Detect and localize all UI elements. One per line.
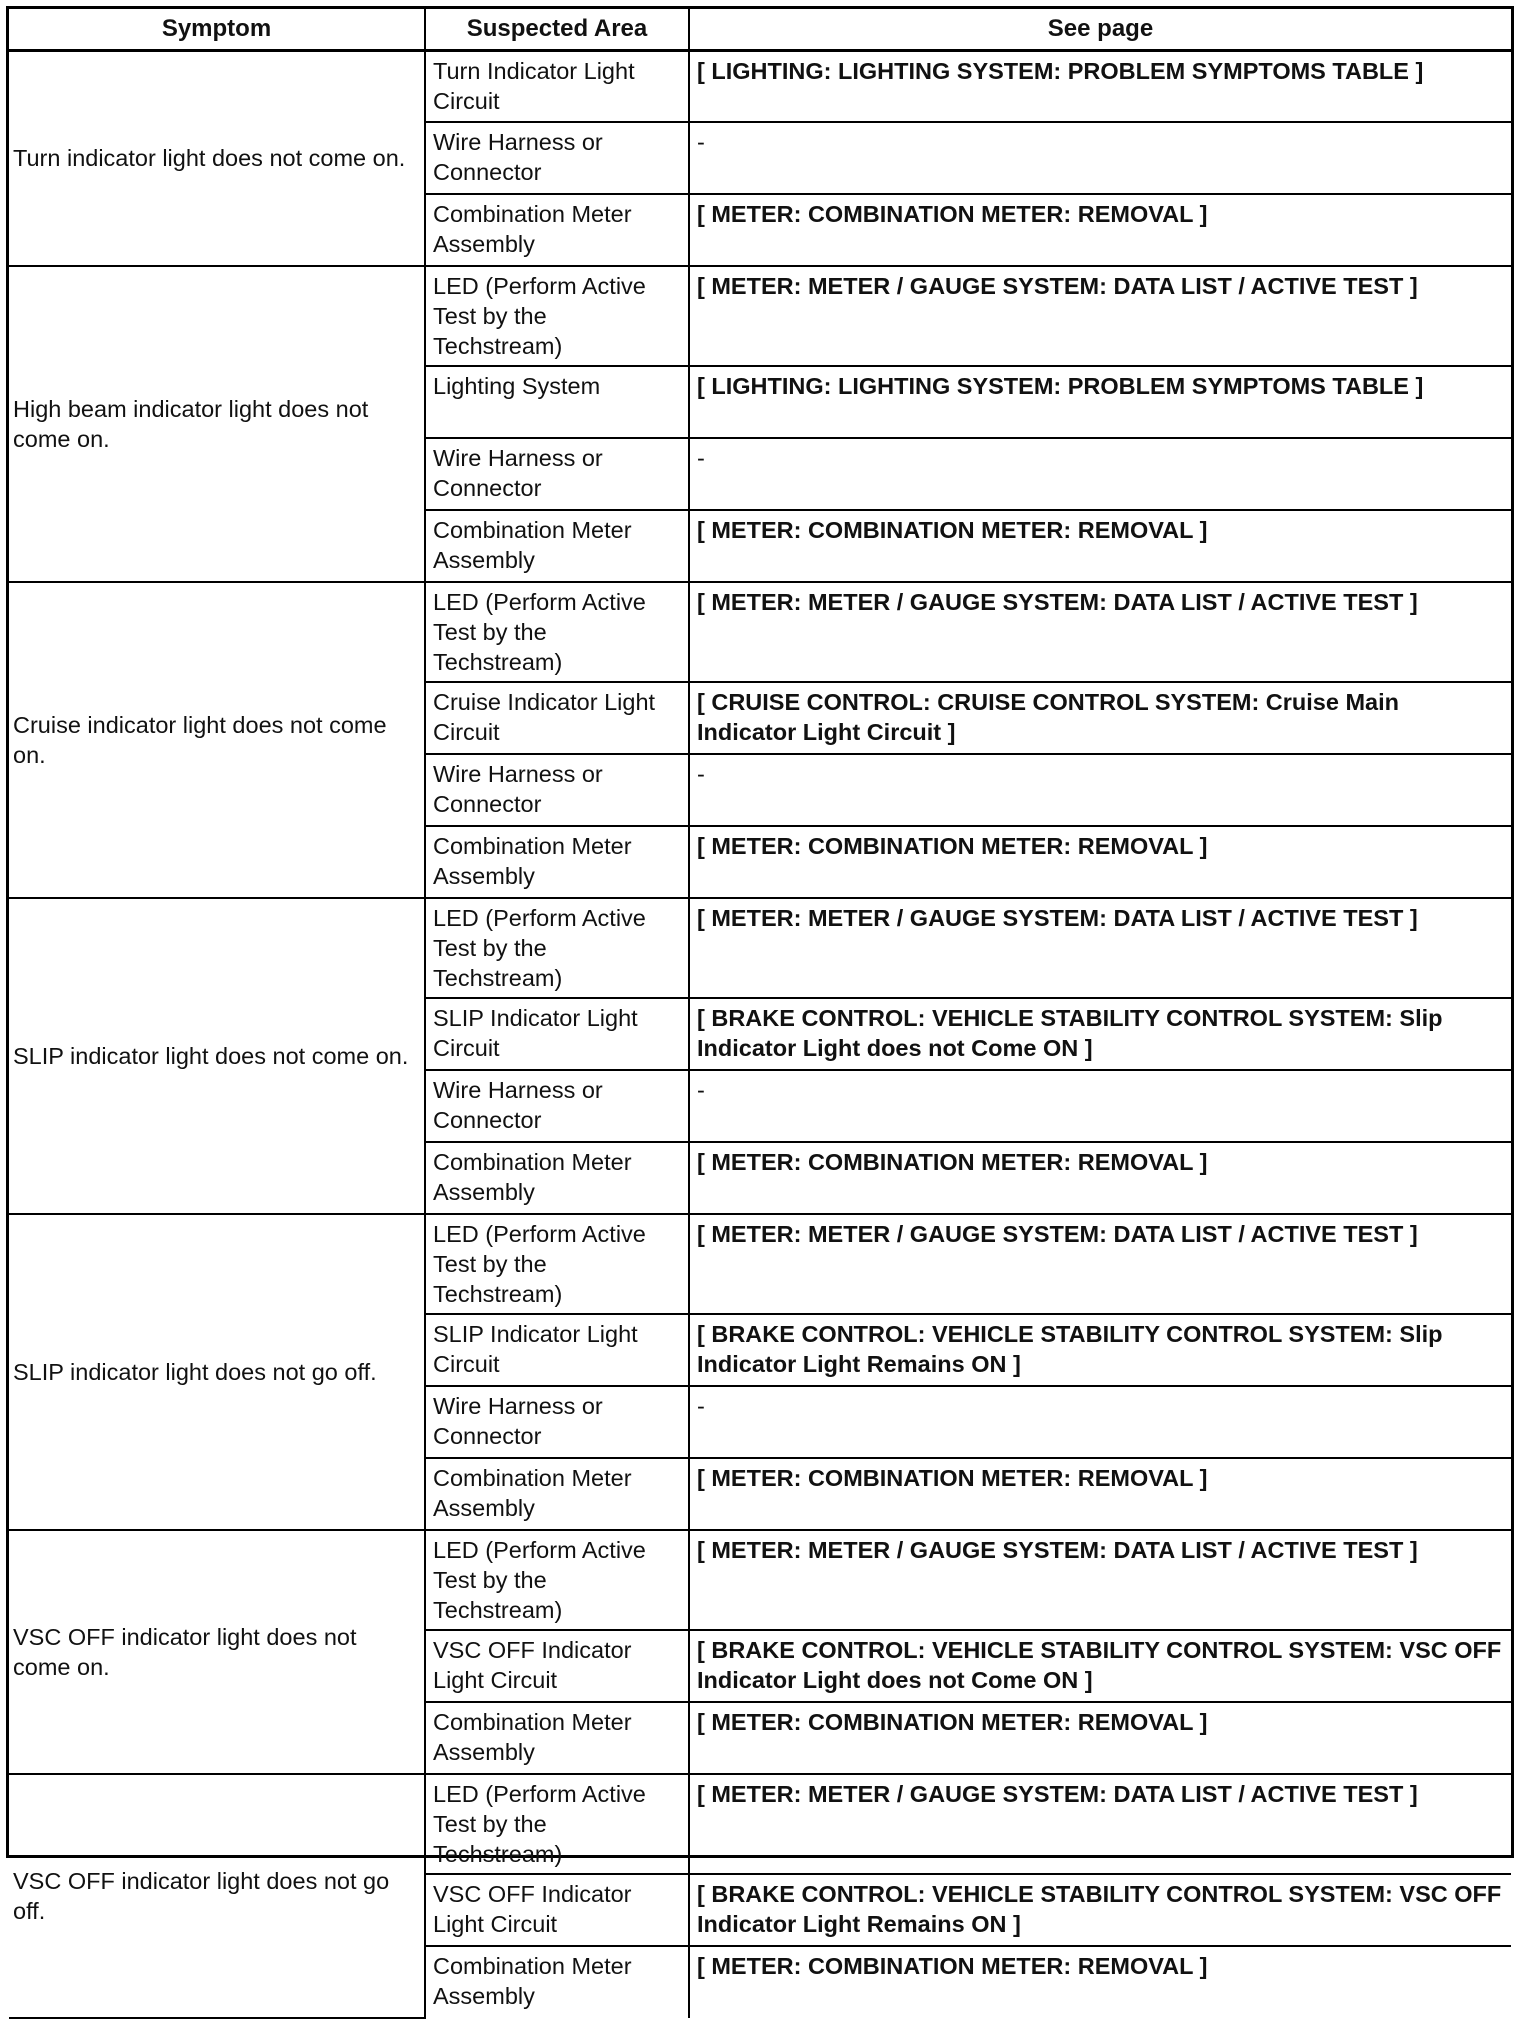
problem-symptoms-table <box>9 9 1511 2019</box>
see-page-link[interactable]: [ METER: METER / GAUGE SYSTEM: DATA LIST / ACTIVE TEST ] <box>689 1214 1511 1314</box>
table-row <box>9 1530 1511 1630</box>
problem-symptoms-document <box>6 6 1514 2009</box>
table-row <box>9 1214 1511 1314</box>
symptom-cell: VSC OFF indicator light does not come on. <box>9 1530 425 1774</box>
see-page-link[interactable]: [ METER: METER / GAUGE SYSTEM: DATA LIST / ACTIVE TEST ] <box>689 582 1511 682</box>
suspected-area-cell: Wire Harness or Connector <box>425 1386 689 1458</box>
suspected-area-cell: LED (Perform Active Test by the Techstream) <box>425 1214 689 1314</box>
see-page-cell-empty: - <box>689 438 1511 510</box>
see-page-cell-empty: - <box>689 754 1511 826</box>
see-page-link[interactable]: [ BRAKE CONTROL: VEHICLE STABILITY CONTROL SYSTEM: VSC OFF Indicator Light does not Come ON ] <box>689 1630 1511 1702</box>
suspected-area-cell: LED (Perform Active Test by the Techstream) <box>425 1530 689 1630</box>
suspected-area-cell: Turn Indicator Light Circuit <box>425 50 689 122</box>
suspected-area-cell: Wire Harness or Connector <box>425 1070 689 1142</box>
suspected-area-cell: Combination Meter Assembly <box>425 1702 689 1774</box>
see-page-link[interactable]: [ LIGHTING: LIGHTING SYSTEM: PROBLEM SYMPTOMS TABLE ] <box>689 366 1511 438</box>
suspected-area-cell: Combination Meter Assembly <box>425 510 689 582</box>
suspected-area-cell: Lighting System <box>425 366 689 438</box>
suspected-area-cell: LED (Perform Active Test by the Techstream) <box>425 266 689 366</box>
suspected-area-cell: LED (Perform Active Test by the Techstream) <box>425 1774 689 1874</box>
suspected-area-cell: LED (Perform Active Test by the Techstream) <box>425 582 689 682</box>
see-page-link[interactable]: [ BRAKE CONTROL: VEHICLE STABILITY CONTROL SYSTEM: VSC OFF Indicator Light Remains ON ] <box>689 1874 1511 1946</box>
see-page-link[interactable]: [ METER: METER / GAUGE SYSTEM: DATA LIST / ACTIVE TEST ] <box>689 266 1511 366</box>
suspected-area-cell: Wire Harness or Connector <box>425 438 689 510</box>
table-row <box>9 266 1511 366</box>
suspected-area-cell: Combination Meter Assembly <box>425 194 689 266</box>
header-suspected-area: Suspected Area <box>425 9 689 50</box>
see-page-link[interactable]: [ METER: COMBINATION METER: REMOVAL ] <box>689 510 1511 582</box>
see-page-cell-empty: - <box>689 122 1511 194</box>
suspected-area-cell: SLIP Indicator Light Circuit <box>425 1314 689 1386</box>
table-row <box>9 50 1511 122</box>
suspected-area-cell: Wire Harness or Connector <box>425 754 689 826</box>
suspected-area-cell: Combination Meter Assembly <box>425 1142 689 1214</box>
see-page-link[interactable]: [ METER: METER / GAUGE SYSTEM: DATA LIST / ACTIVE TEST ] <box>689 1530 1511 1630</box>
symptom-cell: SLIP indicator light does not go off. <box>9 1214 425 1530</box>
header-symptom: Symptom <box>9 9 425 50</box>
see-page-link[interactable]: [ METER: COMBINATION METER: REMOVAL ] <box>689 194 1511 266</box>
see-page-link[interactable]: [ BRAKE CONTROL: VEHICLE STABILITY CONTROL SYSTEM: Slip Indicator Light Remains ON ] <box>689 1314 1511 1386</box>
see-page-link[interactable]: [ METER: COMBINATION METER: REMOVAL ] <box>689 1702 1511 1774</box>
see-page-link[interactable]: [ METER: METER / GAUGE SYSTEM: DATA LIST / ACTIVE TEST ] <box>689 1774 1511 1874</box>
suspected-area-cell: Cruise Indicator Light Circuit <box>425 682 689 754</box>
see-page-link[interactable]: [ LIGHTING: LIGHTING SYSTEM: PROBLEM SYMPTOMS TABLE ] <box>689 50 1511 122</box>
suspected-area-cell: Wire Harness or Connector <box>425 122 689 194</box>
see-page-link[interactable]: [ METER: COMBINATION METER: REMOVAL ] <box>689 1142 1511 1214</box>
see-page-link[interactable]: [ BRAKE CONTROL: VEHICLE STABILITY CONTROL SYSTEM: Slip Indicator Light does not Come ON ] <box>689 998 1511 1070</box>
table-row <box>9 898 1511 998</box>
suspected-area-cell: VSC OFF Indicator Light Circuit <box>425 1874 689 1946</box>
suspected-area-cell: LED (Perform Active Test by the Techstream) <box>425 898 689 998</box>
suspected-area-cell: Combination Meter Assembly <box>425 1458 689 1530</box>
see-page-link[interactable]: [ METER: METER / GAUGE SYSTEM: DATA LIST / ACTIVE TEST ] <box>689 898 1511 998</box>
symptom-cell: High beam indicator light does not come on. <box>9 266 425 582</box>
symptom-cell: Cruise indicator light does not come on. <box>9 582 425 898</box>
symptom-cell: VSC OFF indicator light does not go off. <box>9 1774 425 2018</box>
suspected-area-cell: Combination Meter Assembly <box>425 1946 689 2018</box>
suspected-area-cell: SLIP Indicator Light Circuit <box>425 998 689 1070</box>
see-page-link[interactable]: [ METER: COMBINATION METER: REMOVAL ] <box>689 1458 1511 1530</box>
see-page-link[interactable]: [ CRUISE CONTROL: CRUISE CONTROL SYSTEM: Cruise Main Indicator Light Circuit ] <box>689 682 1511 754</box>
symptom-cell: SLIP indicator light does not come on. <box>9 898 425 1214</box>
suspected-area-cell: VSC OFF Indicator Light Circuit <box>425 1630 689 1702</box>
see-page-cell-empty: - <box>689 1386 1511 1458</box>
table-header <box>9 9 1511 50</box>
see-page-link[interactable]: [ METER: COMBINATION METER: REMOVAL ] <box>689 1946 1511 2018</box>
table-row <box>9 1774 1511 1874</box>
symptom-cell: Turn indicator light does not come on. <box>9 50 425 266</box>
header-see-page: See page <box>689 9 1511 50</box>
see-page-cell-empty: - <box>689 1070 1511 1142</box>
header-row <box>9 9 1511 50</box>
see-page-link[interactable]: [ METER: COMBINATION METER: REMOVAL ] <box>689 826 1511 898</box>
table-body <box>9 50 1511 2018</box>
table-row <box>9 582 1511 682</box>
suspected-area-cell: Combination Meter Assembly <box>425 826 689 898</box>
